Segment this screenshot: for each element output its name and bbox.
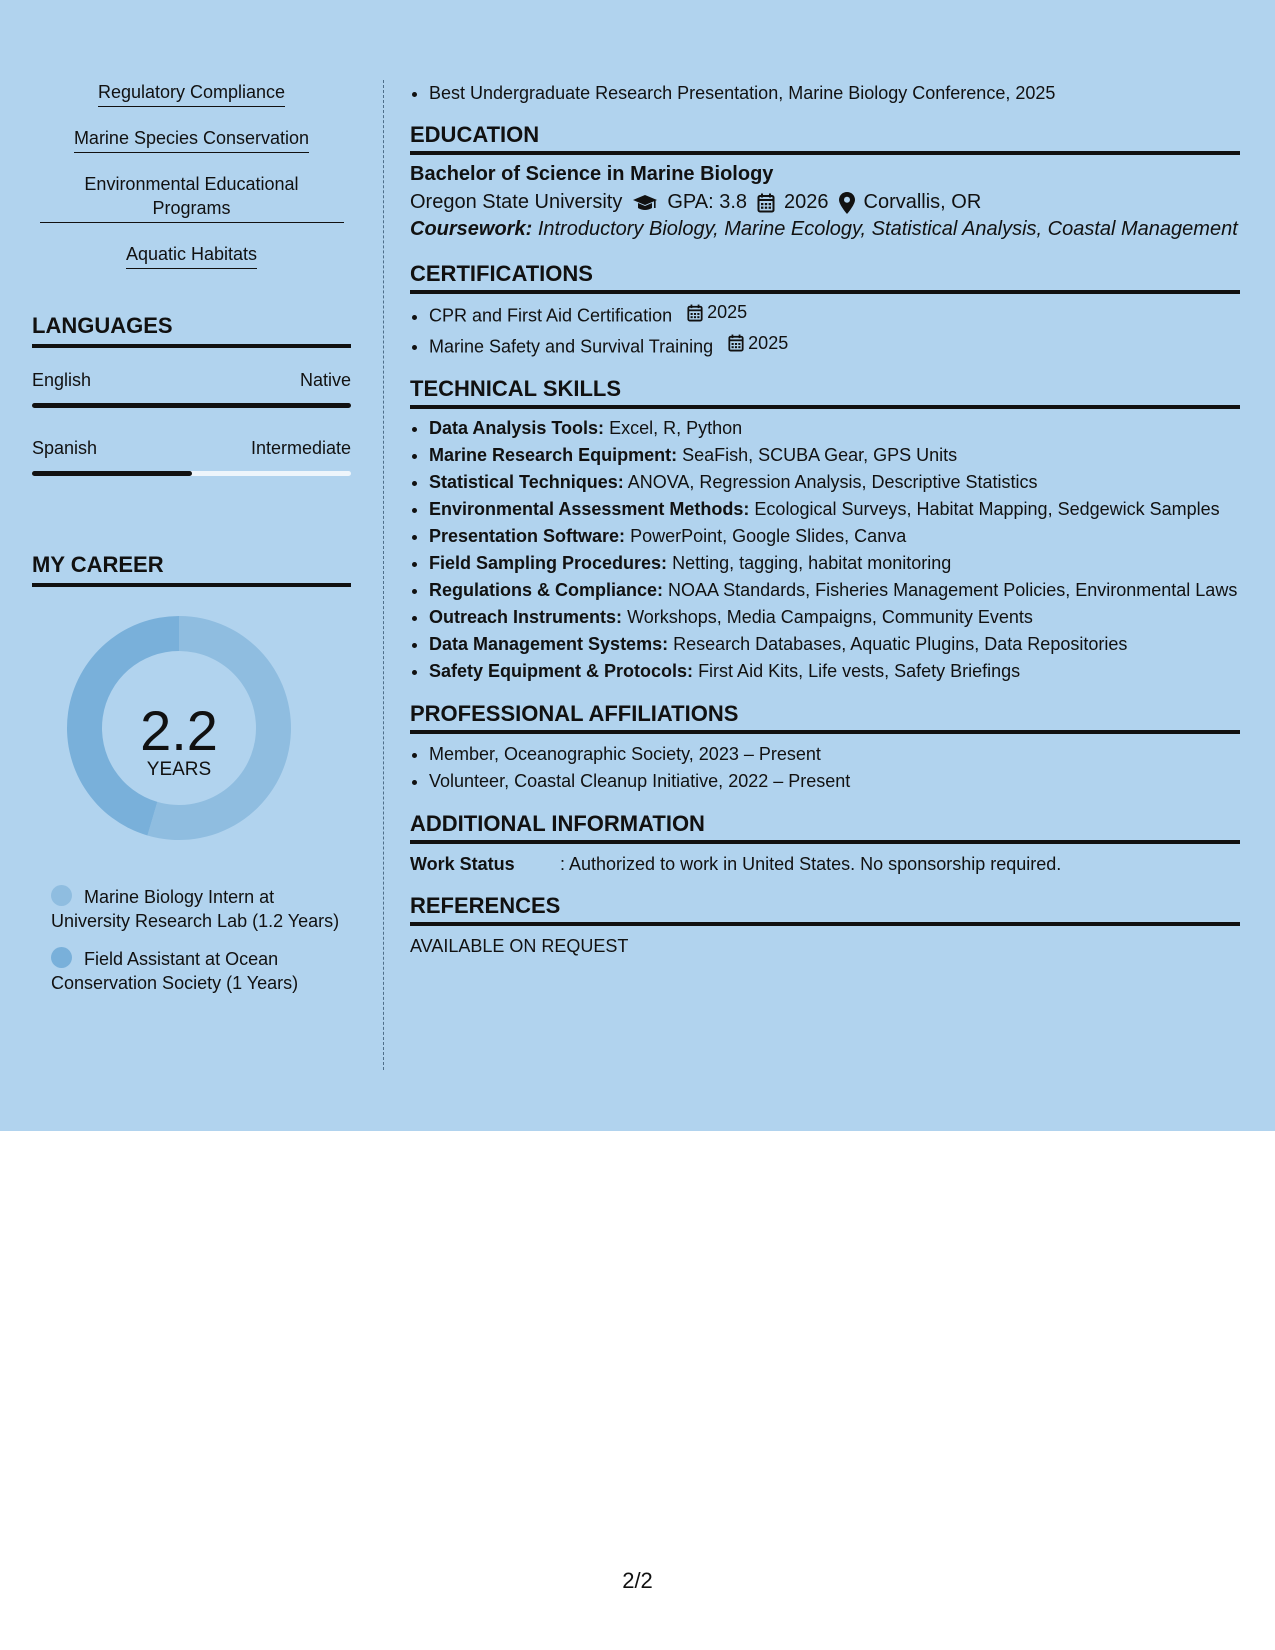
language-proficiency-bar xyxy=(32,471,351,476)
degree-title: Bachelor of Science in Marine Biology xyxy=(410,163,774,185)
skills-list xyxy=(32,80,351,269)
certifications-list xyxy=(410,299,1240,360)
technical-skills-section xyxy=(410,376,1240,685)
technical-skill-item xyxy=(429,631,1240,658)
technical-skill-item xyxy=(429,469,1240,496)
career-legend-item xyxy=(51,885,351,933)
additional-info-heading: ADDITIONAL INFORMATION xyxy=(410,811,1240,844)
references-section xyxy=(410,893,1240,957)
skill-item xyxy=(32,242,351,269)
career-entry-label: Marine Biology Intern at University Research Lab (1.2 Years) xyxy=(51,887,340,931)
references-heading: REFERENCES xyxy=(410,893,1240,926)
education-heading: EDUCATION xyxy=(410,122,1240,155)
affiliations-section xyxy=(410,701,1240,795)
skill-values: Workshops, Media Campaigns, Community Events xyxy=(627,607,1033,627)
skill-category: Presentation Software: xyxy=(429,526,626,546)
sidebar xyxy=(32,80,351,1009)
awards-list xyxy=(410,80,1240,107)
skill-category: Regulations & Compliance: xyxy=(429,580,664,600)
skill-category: Statistical Techniques: xyxy=(429,472,624,492)
certification-name: Marine Safety and Survival Training xyxy=(429,336,714,356)
certification-date xyxy=(687,299,747,326)
language-proficiency-bar xyxy=(32,403,351,408)
skill-label: Environmental Educational Programs xyxy=(40,172,344,223)
certification-date xyxy=(728,330,788,357)
career-donut-chart xyxy=(32,603,351,863)
coursework-label: Coursework: xyxy=(410,218,533,240)
language-item xyxy=(32,438,351,476)
skill-category: Outreach Instruments: xyxy=(429,607,623,627)
career-unit: YEARS xyxy=(146,759,212,780)
technical-skill-item xyxy=(429,658,1240,685)
skill-label: Marine Species Conservation xyxy=(74,126,309,153)
column-divider xyxy=(383,80,384,1070)
technical-skill-item xyxy=(429,577,1240,604)
language-name: English xyxy=(32,370,92,390)
language-proficiency-fill xyxy=(32,471,192,476)
career-entry-label: Field Assistant at Ocean Conservation Society (1 Years) xyxy=(51,949,299,993)
list-item: • Volunteer, Coastal Cleanup Initiative, 2022 – Present xyxy=(429,768,1240,795)
location-pin-icon xyxy=(839,192,855,214)
skill-values: NOAA Standards, Fisheries Management Policies, Environmental Laws xyxy=(668,580,1238,600)
career-legend-item xyxy=(51,947,351,995)
certification-year: 2025 xyxy=(707,302,748,322)
affiliations-heading: PROFESSIONAL AFFILIATIONS xyxy=(410,701,1240,734)
school-name: Oregon State University xyxy=(410,191,623,213)
affiliations-list xyxy=(410,741,1240,795)
technical-skill-item xyxy=(429,496,1240,523)
calendar-icon xyxy=(728,334,744,352)
coursework-list: Introductory Biology, Marine Ecology, Statistical Analysis, Coastal Management xyxy=(537,218,1238,240)
skill-label: Aquatic Habitats xyxy=(126,242,257,269)
school-location: Corvallis, OR xyxy=(863,191,982,213)
certification-item xyxy=(429,299,1240,330)
skill-category: Field Sampling Procedures: xyxy=(429,553,668,573)
languages-heading: LANGUAGES xyxy=(32,313,351,348)
legend-dot xyxy=(51,947,72,968)
skill-values: Research Databases, Aquatic Plugins, Data Repositories xyxy=(673,634,1128,654)
skill-label: Regulatory Compliance xyxy=(98,80,285,107)
language-proficiency-fill xyxy=(32,403,351,408)
language-level: Native xyxy=(299,370,351,390)
skill-item xyxy=(32,172,351,223)
certification-name: CPR and First Aid Certification xyxy=(429,305,673,326)
skill-item xyxy=(32,126,351,153)
skill-category: Data Management Systems: xyxy=(429,634,669,654)
skill-category: Data Analysis Tools: xyxy=(429,418,605,438)
career-legend xyxy=(32,885,351,995)
skill-values: Ecological Surveys, Habitat Mapping, Sedgewick Samples xyxy=(754,499,1220,519)
gpa: GPA: 3.8 xyxy=(667,191,747,213)
technical-skills-list xyxy=(410,415,1240,685)
skill-values: SeaFish, SCUBA Gear, GPS Units xyxy=(682,445,958,465)
skill-values: Excel, R, Python xyxy=(609,418,743,438)
list-item: • Best Undergraduate Research Presentation, Marine Biology Conference, 2025 xyxy=(429,80,1240,107)
technical-skill-item xyxy=(429,523,1240,550)
technical-skills-heading: TECHNICAL SKILLS xyxy=(410,376,1240,409)
language-name: Spanish xyxy=(32,438,98,458)
calendar-icon xyxy=(757,193,775,213)
technical-skill-item xyxy=(429,604,1240,631)
work-status-label: Work Status xyxy=(410,854,515,874)
work-status-value: : Authorized to work in United States. No sponsorship required. xyxy=(560,854,1062,874)
languages-section xyxy=(32,313,351,476)
career-section xyxy=(32,552,351,995)
skill-item xyxy=(32,80,351,107)
certification-item xyxy=(429,330,1240,361)
skill-values: Netting, tagging, habitat monitoring xyxy=(672,553,952,573)
references-text: AVAILABLE ON REQUEST xyxy=(410,936,629,956)
education-section xyxy=(410,122,1240,242)
list-item: • Member, Oceanographic Society, 2023 – Present xyxy=(429,741,1240,768)
technical-skill-item xyxy=(429,550,1240,577)
language-level: Intermediate xyxy=(250,438,351,458)
skill-category: Marine Research Equipment: xyxy=(429,445,678,465)
skill-values: ANOVA, Regression Analysis, Descriptive Statistics xyxy=(627,472,1038,492)
additional-info-section xyxy=(410,811,1240,875)
certifications-heading: CERTIFICATIONS xyxy=(410,261,1240,294)
graduation-year: 2026 xyxy=(784,191,829,213)
skill-category: Environmental Assessment Methods: xyxy=(429,499,750,519)
technical-skill-item xyxy=(429,415,1240,442)
certifications-section xyxy=(410,261,1240,360)
language-item xyxy=(32,370,351,408)
work-status-row xyxy=(410,854,1240,875)
coursework xyxy=(410,217,1240,242)
technical-skill-item xyxy=(429,442,1240,469)
career-total: 2.2 xyxy=(140,699,218,762)
skill-values: PowerPoint, Google Slides, Canva xyxy=(630,526,907,546)
legend-dot xyxy=(51,885,72,906)
education-details xyxy=(410,191,1240,214)
skill-values: First Aid Kits, Life vests, Safety Briefings xyxy=(698,661,1021,681)
career-heading: MY CAREER xyxy=(32,552,351,587)
calendar-icon xyxy=(687,304,703,322)
certification-year: 2025 xyxy=(748,332,789,353)
graduation-cap-icon xyxy=(632,194,658,212)
page-number: 2/2 xyxy=(622,1568,653,1593)
main-content xyxy=(410,80,1240,957)
skill-category: Safety Equipment & Protocols: xyxy=(429,661,694,681)
